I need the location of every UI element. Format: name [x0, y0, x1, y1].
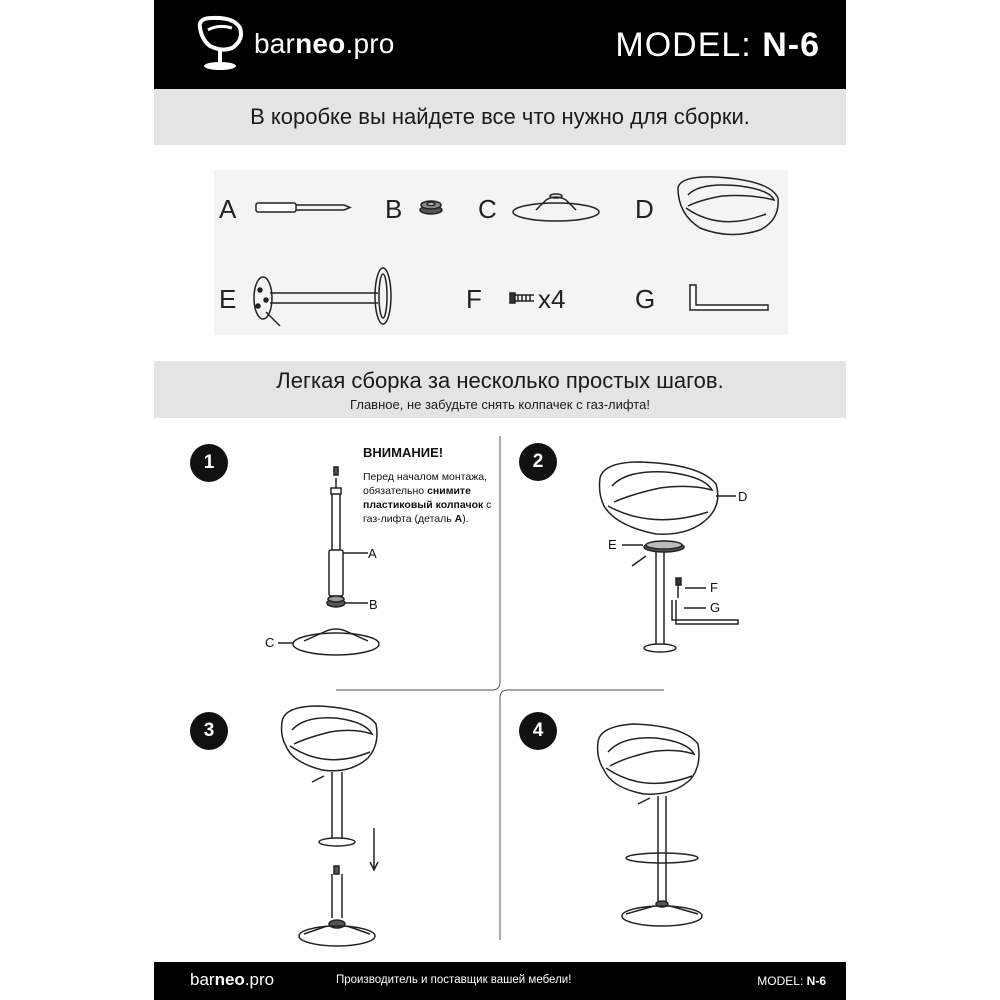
step-number-4: 4: [519, 712, 557, 750]
footer-brand-prefix: bar: [190, 970, 215, 989]
gas-lift-rod-icon: [256, 203, 350, 212]
part-label-d: D: [635, 194, 654, 224]
warning-line3: ).: [462, 513, 469, 525]
step3-illustration: [282, 706, 379, 946]
warning-body: [363, 470, 503, 526]
part-label-a: A: [219, 194, 237, 224]
part-label-c: C: [478, 194, 497, 224]
box-contents-text: В коробке вы найдете все что нужно для сборки.: [250, 104, 750, 129]
allen-key-icon: [690, 285, 768, 310]
assembly-subtitle: Главное, не забудьте снять колпачек с газ-лифта!: [350, 397, 650, 412]
footer-bar: [154, 962, 846, 1000]
round-base-plate-icon: [513, 194, 599, 221]
warning-line1: Перед началом монтажа, обязательно: [363, 471, 487, 497]
warning-bold-part: A: [454, 513, 463, 525]
step2-callout-g: G: [710, 600, 721, 615]
brand-prefix: bar: [254, 28, 296, 59]
step1-callout-b: B: [369, 597, 378, 612]
part-label-e: E: [219, 284, 237, 314]
step2-illustration: [600, 462, 739, 652]
part-label-b: B: [385, 194, 403, 224]
assembly-title: Легкая сборка за несколько простых шагов.: [276, 368, 724, 393]
step4-illustration: [598, 724, 702, 926]
step1-callout-a: A: [368, 546, 377, 561]
step1-callout-c: C: [265, 635, 275, 650]
footer-brand-bold: neo: [214, 970, 245, 989]
warning-bold: снимите пластиковый колпачок: [363, 485, 484, 511]
column-with-footrest-icon: [254, 268, 391, 326]
ring-nut-icon: [420, 201, 442, 214]
step2-callout-d: D: [738, 489, 748, 504]
footer-brand: [190, 970, 274, 990]
footer-model: [757, 974, 826, 988]
footer-model-label: MODEL:: [757, 974, 804, 988]
step2-callout-f: F: [710, 580, 718, 595]
warning-title: ВНИМАНИЕ!: [363, 445, 444, 460]
step-number-2: 2: [519, 443, 557, 481]
step-number-1: 1: [190, 444, 228, 482]
seat-shell-icon: [678, 177, 778, 235]
footer-brand-suffix: .pro: [244, 970, 275, 989]
brand-bold: neo: [295, 28, 346, 59]
model-value: N-6: [762, 26, 820, 64]
footer-model-value: N-6: [806, 974, 826, 988]
model-label: MODEL:: [615, 26, 752, 64]
warning-line2: с газ-лифта (деталь: [363, 499, 492, 525]
part-label-g: G: [635, 284, 656, 314]
part-label-f: F: [466, 284, 482, 314]
step-number-3: 3: [190, 712, 228, 750]
brand-suffix: .pro: [345, 28, 395, 59]
step2-callout-e: E: [608, 537, 617, 552]
part-f-quantity: x4: [538, 284, 566, 314]
screw-icon: [510, 293, 534, 303]
footer-tagline: Производитель и поставщик вашей мебели!: [336, 974, 572, 986]
